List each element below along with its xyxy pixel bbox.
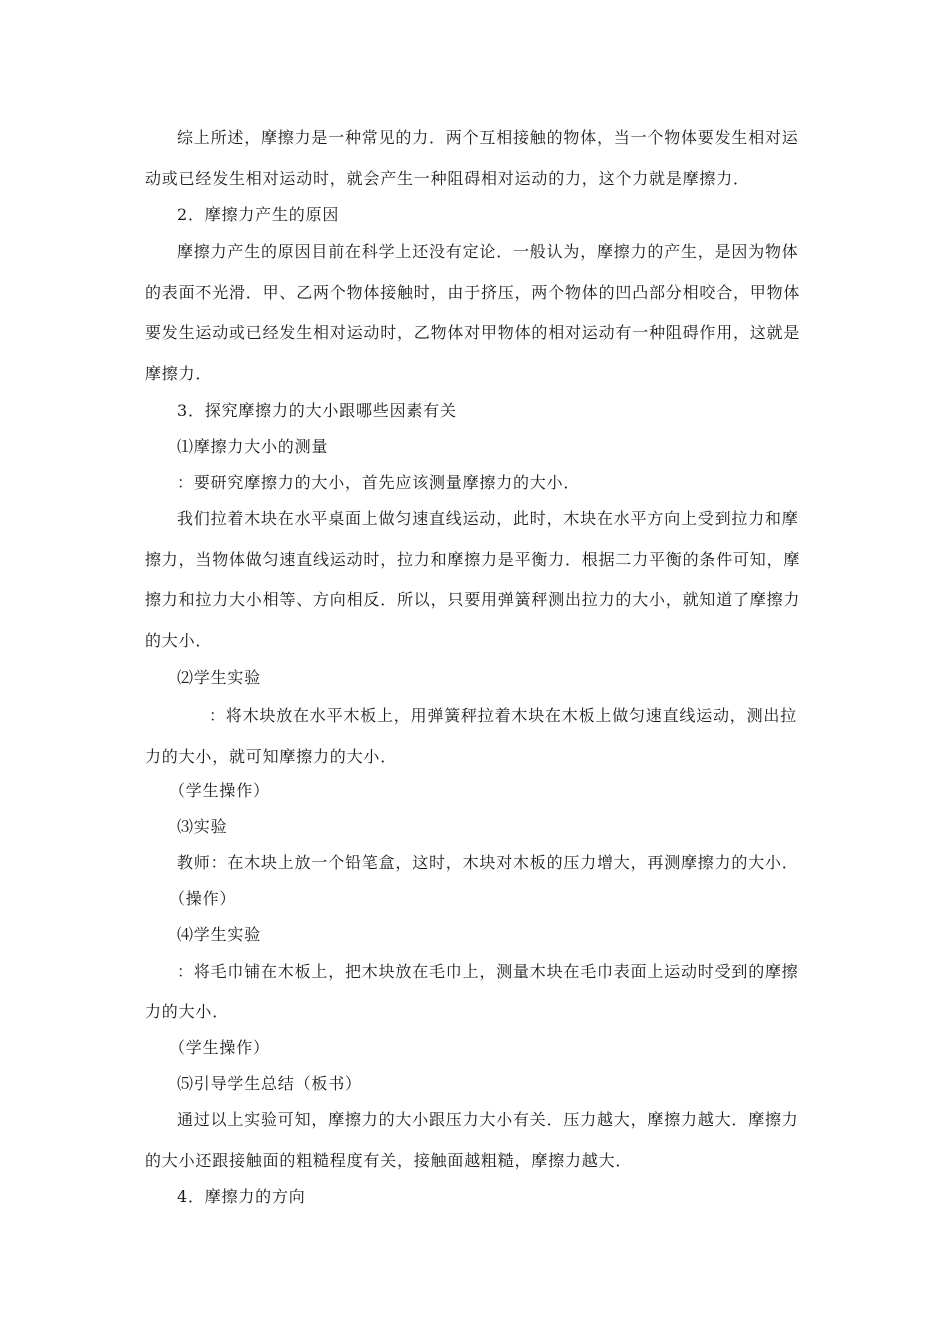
paragraph-cause-line-4: 摩擦力． [145, 364, 213, 383]
experiment-2-line-2: 力的大小，就可知摩擦力的大小． [145, 747, 398, 766]
paragraph-measure-line-2: 擦力，当物体做匀速直线运动时，拉力和摩擦力是平衡力．根据二力平衡的条件可知，摩 [145, 550, 801, 569]
paragraph-cause-line-2: 的表面不光滑．甲、乙两个物体接触时，由于挤压，两个物体的凹凸部分相咬合，甲物体 [145, 283, 801, 302]
teacher-line: 教师：在木块上放一个铅笔盒，这时，木块对木板的压力增大，再测摩擦力的大小． [177, 853, 799, 872]
paragraph-conclusion-line-2: 的大小还跟接触面的粗糙程度有关，接触面越粗糙，摩擦力越大． [145, 1151, 633, 1170]
experiment-4-line-1: ：将毛巾铺在木板上，把木块放在毛巾上，测量木块在毛巾表面上运动时受到的摩擦 [177, 962, 799, 981]
measure-intro-line: ：要研究摩擦力的大小，首先应该测量摩擦力的大小． [177, 473, 581, 492]
paragraph-conclusion-line-1: 通过以上实验可知，摩擦力的大小跟压力大小有关．压力越大，摩擦力越大．摩擦力 [177, 1110, 799, 1129]
experiment-2-line-1: ：将木块放在水平木板上，用弹簧秤拉着木块在木板上做匀速直线运动，测出拉 [209, 706, 798, 725]
subheading-5: ⑸引导学生总结（板书） [177, 1074, 362, 1093]
paragraph-measure-line-4: 的大小． [145, 631, 213, 650]
section-heading-3: 3．探究摩擦力的大小跟哪些因素有关 [177, 401, 457, 420]
paragraph-summary-line-2: 动或已经发生相对运动时，就会产生一种阻碍相对运动的力，这个力就是摩擦力． [145, 169, 750, 188]
subheading-2: ⑵学生实验 [177, 668, 262, 687]
paragraph-summary-line-1: 综上所述，摩擦力是一种常见的力．两个互相接触的物体，当一个物体要发生相对运 [177, 128, 799, 147]
paragraph-measure-line-1: 我们拉着木块在水平桌面上做匀速直线运动，此时，木块在水平方向上受到拉力和摩 [177, 509, 799, 528]
paragraph-measure-line-3: 擦力和拉力大小相等、方向相反．所以，只要用弹簧秤测出拉力的大小，就知道了摩擦力 [145, 590, 801, 609]
section-heading-2: 2．摩擦力产生的原因 [177, 205, 340, 224]
operation-note: （操作） [169, 889, 237, 908]
paragraph-cause-line-3: 要发生运动或已经发生相对运动时，乙物体对甲物体的相对运动有一种阻碍作用，这就是 [145, 323, 801, 342]
subheading-1: ⑴摩擦力大小的测量 [177, 437, 329, 456]
subheading-4: ⑷学生实验 [177, 925, 262, 944]
section-heading-4: 4．摩擦力的方向 [177, 1187, 306, 1206]
experiment-4-line-2: 力的大小． [145, 1002, 230, 1021]
paragraph-cause-line-1: 摩擦力产生的原因目前在科学上还没有定论．一般认为，摩擦力的产生，是因为物体 [177, 242, 799, 261]
subheading-3: ⑶实验 [177, 817, 228, 836]
student-operation-note-1: （学生操作） [169, 781, 270, 800]
student-operation-note-2: （学生操作） [169, 1038, 270, 1057]
